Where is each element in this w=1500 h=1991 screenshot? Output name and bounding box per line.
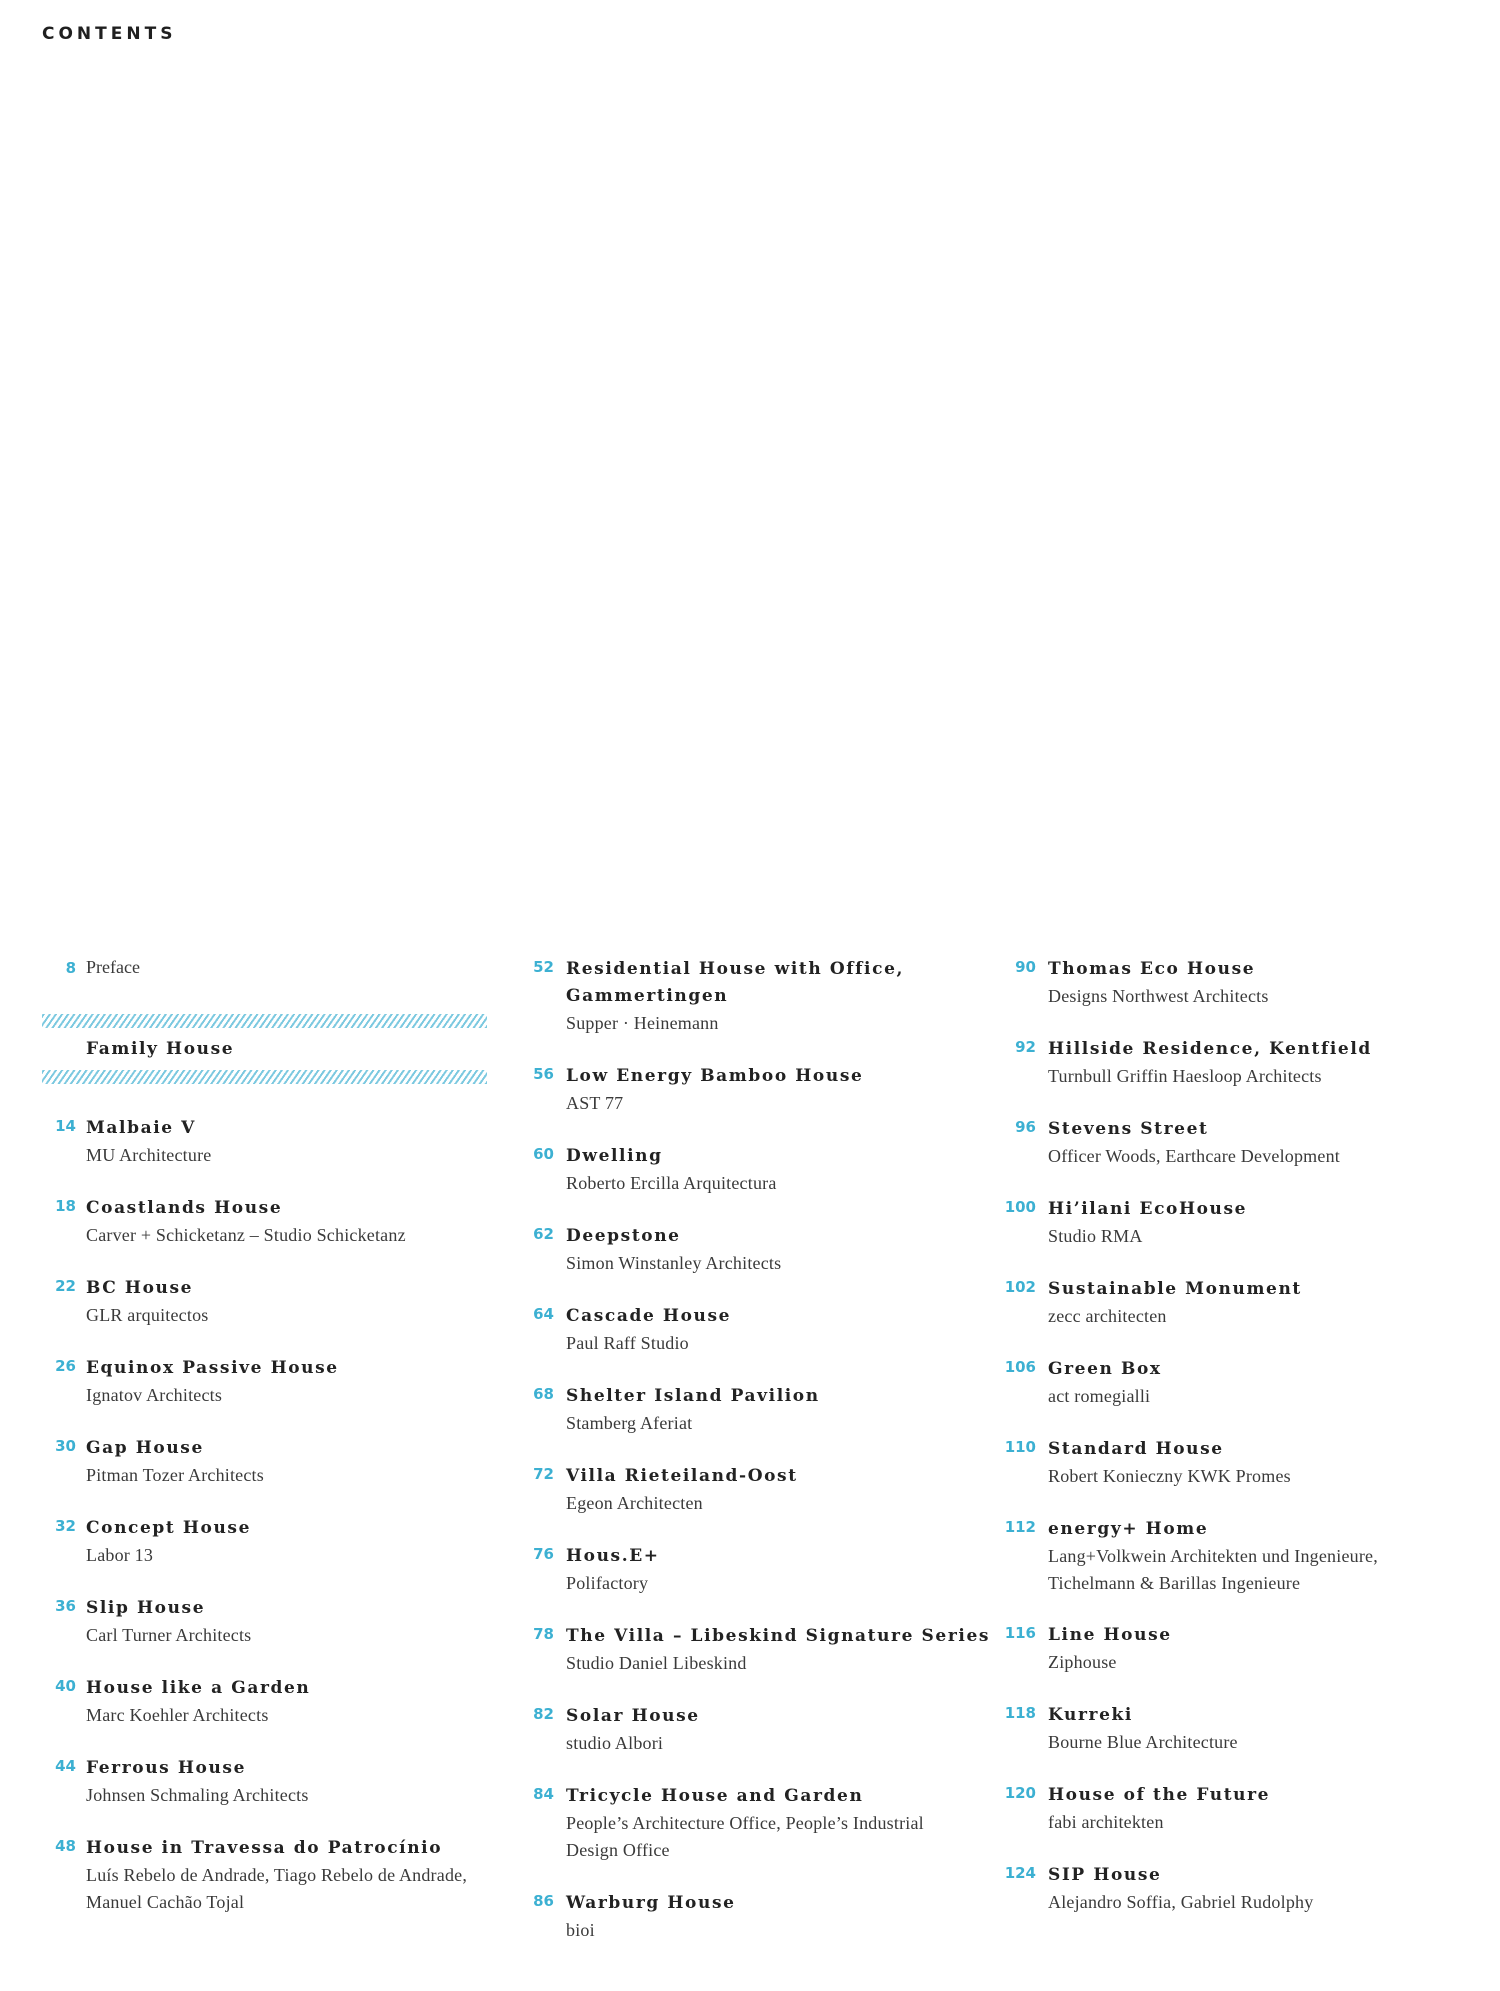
toc-entry-page-number: 62 (533, 1225, 554, 1243)
toc-entry-author: zecc architecten (1048, 1306, 1167, 1326)
toc-entry-author: Tichelmann & Barillas Ingenieure (1048, 1573, 1301, 1593)
toc-entry-author: Ignatov Architects (86, 1385, 223, 1405)
toc-entry-title: Hous.E+ (566, 1546, 660, 1566)
toc-entry-page-number: 40 (55, 1677, 76, 1695)
toc-entry-page-number: 26 (55, 1357, 76, 1375)
toc-entry-author: Labor 13 (86, 1545, 154, 1565)
toc-entry-author: Johnsen Schmaling Architects (86, 1785, 309, 1805)
toc-entry-page-number: 92 (1015, 1038, 1036, 1056)
toc-entry-title: Warburg House (566, 1893, 736, 1913)
toc-entry-author: GLR arquitectos (86, 1305, 209, 1325)
toc-entry-page-number: 44 (55, 1757, 76, 1775)
section-title: Family House (86, 1039, 235, 1059)
toc-entry-author: Luís Rebelo de Andrade, Tiago Rebelo de Andrade, (86, 1865, 468, 1885)
toc-entry-title: Shelter Island Pavilion (566, 1386, 820, 1406)
toc-entry-author: Supper · Heinemann (566, 1013, 719, 1033)
toc-entry-page-number: 110 (1004, 1438, 1036, 1456)
toc-entry-author: People’s Architecture Office, People’s Industrial (566, 1813, 924, 1833)
toc-entry-title: House of the Future (1048, 1785, 1271, 1805)
section-divider-bottom (42, 1070, 487, 1084)
toc-entry-author: Polifactory (566, 1573, 649, 1593)
toc-entry-title: Green Box (1048, 1359, 1162, 1379)
toc-entry-author: act romegialli (1048, 1386, 1151, 1406)
toc-entry-author: MU Architecture (86, 1145, 212, 1165)
toc-entry-title: SIP House (1048, 1865, 1162, 1885)
toc-entry-author: Pitman Tozer Architects (86, 1465, 264, 1485)
toc-entry-author: Roberto Ercilla Arquitectura (566, 1173, 777, 1193)
toc-entry-title: Gammertingen (566, 986, 729, 1006)
toc-entry-author: bioi (566, 1920, 595, 1940)
toc-entry-page-number: 60 (533, 1145, 554, 1163)
toc-entry-page-number: 72 (533, 1465, 554, 1483)
preface-link[interactable]: Preface (86, 957, 140, 977)
toc-entry-page-number: 96 (1015, 1118, 1036, 1136)
toc-entry-title: Equinox Passive House (86, 1358, 339, 1378)
section-divider-top (42, 1014, 487, 1028)
preface-page-number: 8 (65, 959, 76, 977)
toc-entry-author: Alejandro Soffia, Gabriel Rudolphy (1048, 1892, 1314, 1912)
page-heading: CONTENTS (42, 24, 177, 44)
toc-entry-author: Stamberg Aferiat (566, 1413, 693, 1433)
toc-entry-author: Lang+Volkwein Architekten und Ingenieure, (1048, 1546, 1378, 1566)
toc-entry-title: Hi’ilani EcoHouse (1048, 1199, 1248, 1219)
toc-entry-title: Kurreki (1048, 1705, 1133, 1725)
toc-entry-page-number: 100 (1004, 1198, 1036, 1216)
toc-entry-page-number: 118 (1004, 1704, 1036, 1722)
toc-entry-page-number: 84 (533, 1785, 554, 1803)
toc-entry-page-number: 106 (1004, 1358, 1036, 1376)
toc-entry-page-number: 22 (55, 1277, 76, 1295)
toc-entry-page-number: 82 (533, 1705, 554, 1723)
toc-entry-page-number: 102 (1004, 1278, 1036, 1296)
toc-entry-page-number: 116 (1004, 1624, 1036, 1642)
toc-entry-title: Thomas Eco House (1048, 959, 1256, 979)
toc-entry-author: Designs Northwest Architects (1048, 986, 1269, 1006)
toc-entry-author: Officer Woods, Earthcare Development (1048, 1146, 1340, 1166)
toc-entry-author: Marc Koehler Architects (86, 1705, 269, 1725)
toc-entry-page-number: 120 (1004, 1784, 1036, 1802)
toc-entry-page-number: 32 (55, 1517, 76, 1535)
toc-entry-title: BC House (86, 1278, 194, 1298)
toc-entry-title: Deepstone (566, 1226, 681, 1246)
toc-entry-page-number: 86 (533, 1892, 554, 1910)
toc-entry-author: Carver + Schicketanz – Studio Schicketanz (86, 1225, 406, 1245)
toc-entry-author: Manuel Cachão Tojal (86, 1892, 245, 1912)
toc-entry-author: Bourne Blue Architecture (1048, 1732, 1238, 1752)
toc-entry-title: Standard House (1048, 1439, 1224, 1459)
toc-entry-title: Concept House (86, 1518, 252, 1538)
toc-entry-title: Villa Rieteiland-Oost (566, 1466, 798, 1486)
toc-entry-author: Studio RMA (1048, 1226, 1143, 1246)
toc-entry-author: studio Albori (566, 1733, 664, 1753)
toc-entry-author: fabi architekten (1048, 1812, 1164, 1832)
toc-entry-title: Sustainable Monument (1048, 1279, 1302, 1299)
toc-entry-page-number: 52 (533, 958, 554, 976)
toc-entry-page-number: 90 (1015, 958, 1036, 976)
toc-entry-title: Residential House with Office, (566, 959, 905, 979)
toc-entry-author: Egeon Architecten (566, 1493, 703, 1513)
toc-entry-author: Ziphouse (1048, 1652, 1117, 1672)
toc-entry-page-number: 112 (1004, 1518, 1036, 1536)
toc-entry-page-number: 78 (533, 1625, 554, 1643)
toc-entry-title: Tricycle House and Garden (566, 1786, 864, 1806)
toc-entry-page-number: 56 (533, 1065, 554, 1083)
toc-entry-title: Slip House (86, 1598, 206, 1618)
toc-entry-author: Turnbull Griffin Haesloop Architects (1048, 1066, 1322, 1086)
toc-entry-title: House like a Garden (86, 1678, 311, 1698)
toc-entry-page-number: 30 (55, 1437, 76, 1455)
toc-entry-author: Robert Konieczny KWK Promes (1048, 1466, 1291, 1486)
toc-entry-title: Cascade House (566, 1306, 732, 1326)
toc-entry-title: Stevens Street (1048, 1119, 1209, 1139)
toc-entry-title: Ferrous House (86, 1758, 247, 1778)
toc-entry-author: AST 77 (566, 1093, 624, 1113)
toc-entry-author: Studio Daniel Libeskind (566, 1653, 747, 1673)
toc-entry-page-number: 48 (55, 1837, 76, 1855)
toc-entry-author: Paul Raff Studio (566, 1333, 689, 1353)
toc-entry-page-number: 18 (55, 1197, 76, 1215)
toc-entry-author: Simon Winstanley Architects (566, 1253, 782, 1273)
toc-entry-author: Carl Turner Architects (86, 1625, 252, 1645)
toc-entry-title: Malbaie V (86, 1118, 196, 1138)
toc-entry-page-number: 68 (533, 1385, 554, 1403)
toc-entry-page-number: 124 (1004, 1864, 1036, 1882)
toc-entry-title: Solar House (566, 1706, 700, 1726)
toc-entry-page-number: 36 (55, 1597, 76, 1615)
toc-entry-page-number: 76 (533, 1545, 554, 1563)
toc-entry-page-number: 14 (55, 1117, 76, 1135)
toc-entry-title: Hillside Residence, Kentfield (1048, 1039, 1372, 1059)
toc-entry-author: Design Office (566, 1840, 670, 1860)
toc-entry-title: Low Energy Bamboo House (566, 1066, 864, 1086)
toc-entry-title: House in Travessa do Patrocínio (86, 1838, 443, 1858)
toc-entry-title: Dwelling (566, 1146, 663, 1166)
toc-entry-title: The Villa – Libeskind Signature Series (566, 1626, 991, 1646)
toc-entry-title: Coastlands House (86, 1198, 283, 1218)
toc-entry-title: Line House (1048, 1625, 1172, 1645)
toc-entry-title: Gap House (86, 1438, 204, 1458)
toc-entry-page-number: 64 (533, 1305, 554, 1323)
toc-entry-title: energy+ Home (1048, 1519, 1209, 1539)
